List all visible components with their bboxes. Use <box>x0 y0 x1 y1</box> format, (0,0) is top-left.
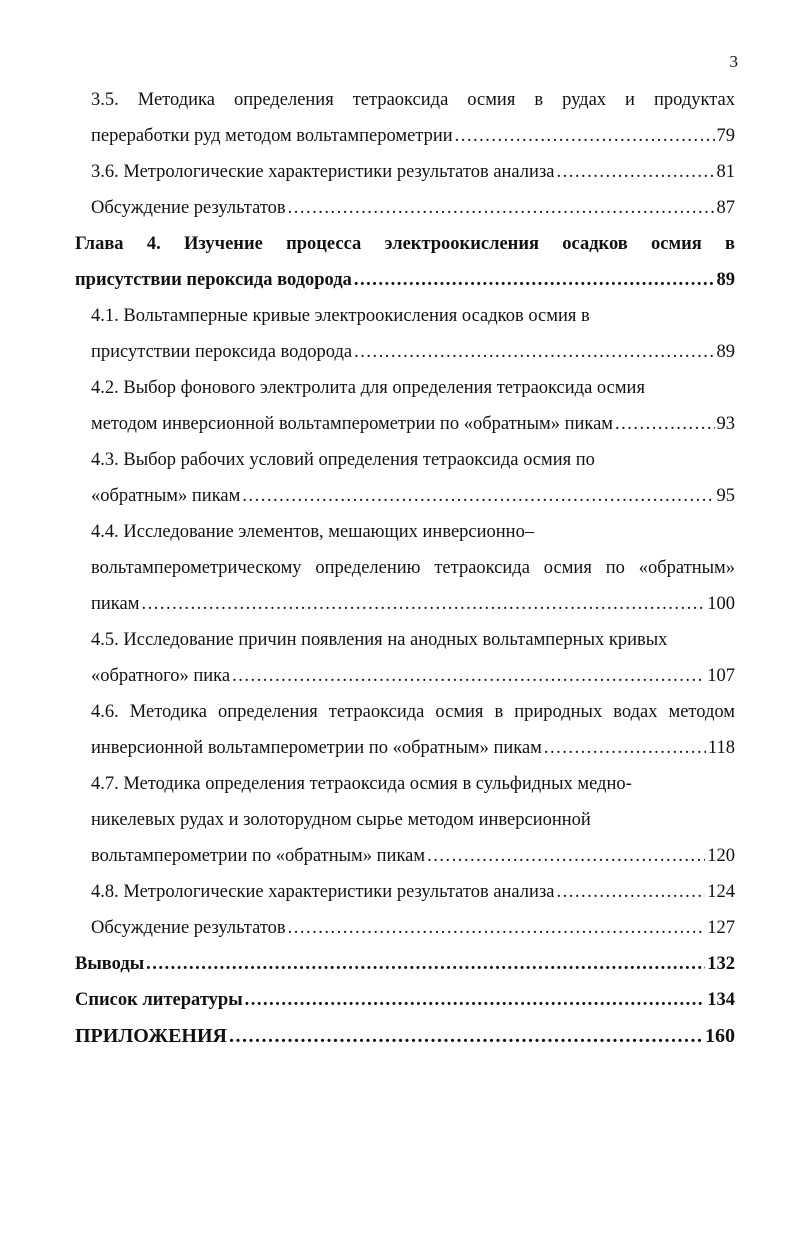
toc-entry-page: 107 <box>707 666 735 686</box>
page-number: 3 <box>729 52 738 71</box>
toc-leader-dots <box>288 910 706 946</box>
toc-entry-4-7[interactable] <box>75 766 735 874</box>
toc-entry-title: 3.6. Метрологические характеристики результатов анализа <box>91 162 555 182</box>
toc-entry-appendices[interactable] <box>75 1018 735 1054</box>
toc-entry-page: 87 <box>716 198 735 218</box>
toc-leader-dots <box>615 406 714 442</box>
toc-entry-page: 95 <box>716 486 735 506</box>
toc-entry-last-line <box>91 874 735 910</box>
toc-entry-page: 134 <box>707 990 735 1010</box>
toc-entry-4-1[interactable] <box>75 298 735 370</box>
toc-entry-4-2[interactable] <box>75 370 735 442</box>
toc-entry-title: Обсуждение результатов <box>91 918 286 938</box>
toc-entry-last-line <box>91 406 735 442</box>
toc-entry-page: 81 <box>716 162 735 182</box>
toc-leader-dots <box>288 190 715 226</box>
toc-entry-last-line <box>75 982 735 1018</box>
toc-entry-4-6[interactable] <box>75 694 735 766</box>
toc-entry-page: 100 <box>707 594 735 614</box>
toc-entry-page: 93 <box>716 414 735 434</box>
toc-entry-line: вольтамперометрическому определению тетраоксида осмия по «обратным» <box>91 558 735 578</box>
toc-entry-title: присутствии пероксида водорода <box>75 270 352 290</box>
toc-entry-page: 132 <box>707 954 735 974</box>
toc-entry-line: 4.1. Вольтамперные кривые электроокисления осадков осмия в <box>91 306 590 326</box>
toc-entry-conclusions[interactable] <box>75 946 735 982</box>
toc-entry-last-line <box>75 946 735 982</box>
toc-entry-3-6[interactable] <box>75 154 735 190</box>
toc-entry-page: 120 <box>707 846 735 866</box>
toc-entry-title: присутствии пероксида водорода <box>91 342 353 362</box>
toc-entry-title: инверсионной вольтамперометрии по «обратным» пикам <box>91 738 542 758</box>
toc-entry-page: 124 <box>707 882 735 902</box>
toc-leader-dots <box>242 478 714 514</box>
toc-entry-title: Список литературы <box>75 990 243 1010</box>
toc-entry-4-4[interactable] <box>75 514 735 622</box>
toc-entry-page: 160 <box>705 1025 735 1047</box>
table-of-contents <box>75 82 735 1054</box>
toc-entry-line: 4.6. Методика определения тетраоксида осмия в природных водах методом <box>91 702 735 722</box>
toc-leader-dots <box>232 658 705 694</box>
toc-leader-dots <box>544 730 706 766</box>
toc-entry-title: вольтамперометрии по «обратным» пикам <box>91 846 426 866</box>
toc-entry-4-3[interactable] <box>75 442 735 514</box>
toc-entry-page: 89 <box>716 342 735 362</box>
toc-entry-line: 3.5. Методика определения тетраоксида осмия в рудах и продуктах <box>91 90 735 110</box>
toc-entry-last-line <box>91 658 735 694</box>
toc-entry-title: пикам <box>91 594 140 614</box>
toc-entry-title: Выводы <box>75 954 145 974</box>
toc-entry-last-line <box>75 1018 735 1054</box>
toc-entry-last-line <box>91 838 735 874</box>
toc-leader-dots <box>455 118 715 154</box>
toc-entry-last-line <box>91 334 735 370</box>
toc-leader-dots <box>146 946 705 982</box>
toc-entry-last-line <box>91 154 735 190</box>
toc-entry-last-line <box>91 190 735 226</box>
toc-entry-line: 4.5. Исследование причин появления на анодных вольтамперных кривых <box>91 630 668 650</box>
toc-entry-last-line <box>91 910 735 946</box>
toc-entry-title: Обсуждение результатов <box>91 198 286 218</box>
toc-entry-title: 4.8. Метрологические характеристики результатов анализа <box>91 882 555 902</box>
toc-entry-last-line <box>75 262 735 298</box>
toc-entry-line: 4.3. Выбор рабочих условий определения тетраоксида осмия по <box>91 450 595 470</box>
toc-leader-dots <box>556 874 705 910</box>
toc-entry-title: «обратным» пикам <box>91 486 241 506</box>
toc-entry-page: 79 <box>716 126 735 146</box>
toc-leader-dots <box>141 586 705 622</box>
toc-entry-title: методом инверсионной вольтамперометрии по «обратным» пикам <box>91 414 614 434</box>
toc-entry-line: 4.4. Исследование элементов, мешающих инверсионно– <box>91 522 535 542</box>
toc-leader-dots <box>354 334 714 370</box>
toc-entry-last-line <box>91 586 735 622</box>
toc-entry-last-line <box>91 730 735 766</box>
toc-entry-3-5[interactable] <box>75 82 735 154</box>
toc-leader-dots <box>229 1018 703 1054</box>
toc-leader-dots <box>354 262 715 298</box>
toc-entry-references[interactable] <box>75 982 735 1018</box>
toc-entry-last-line <box>91 118 735 154</box>
toc-leader-dots <box>245 982 706 1018</box>
toc-entry-page: 127 <box>707 918 735 938</box>
toc-entry-chapter-4[interactable] <box>75 226 735 298</box>
toc-entry-last-line <box>91 478 735 514</box>
toc-entry-line: Глава 4. Изучение процесса электроокисления осадков осмия в <box>75 234 735 254</box>
toc-entry-line: 4.2. Выбор фонового электролита для определения тетраоксида осмия <box>91 378 645 398</box>
toc-entry-line: никелевых рудах и золоторудном сырье методом инверсионной <box>91 810 591 830</box>
toc-entry-title: ПРИЛОЖЕНИЯ <box>75 1025 227 1047</box>
toc-entry-4-8[interactable] <box>75 874 735 910</box>
toc-entry-4-5[interactable] <box>75 622 735 694</box>
toc-leader-dots <box>427 838 705 874</box>
toc-entry-line: 4.7. Методика определения тетраоксида осмия в сульфидных медно- <box>91 774 632 794</box>
toc-entry-title: переработки руд методом вольтамперометрии <box>91 126 453 146</box>
toc-entry-title: «обратного» пика <box>91 666 231 686</box>
toc-leader-dots <box>556 154 714 190</box>
toc-entry-page: 89 <box>716 270 735 290</box>
toc-entry-discussion-4[interactable] <box>75 910 735 946</box>
toc-entry-page: 118 <box>707 738 735 758</box>
toc-entry-discussion-3[interactable] <box>75 190 735 226</box>
